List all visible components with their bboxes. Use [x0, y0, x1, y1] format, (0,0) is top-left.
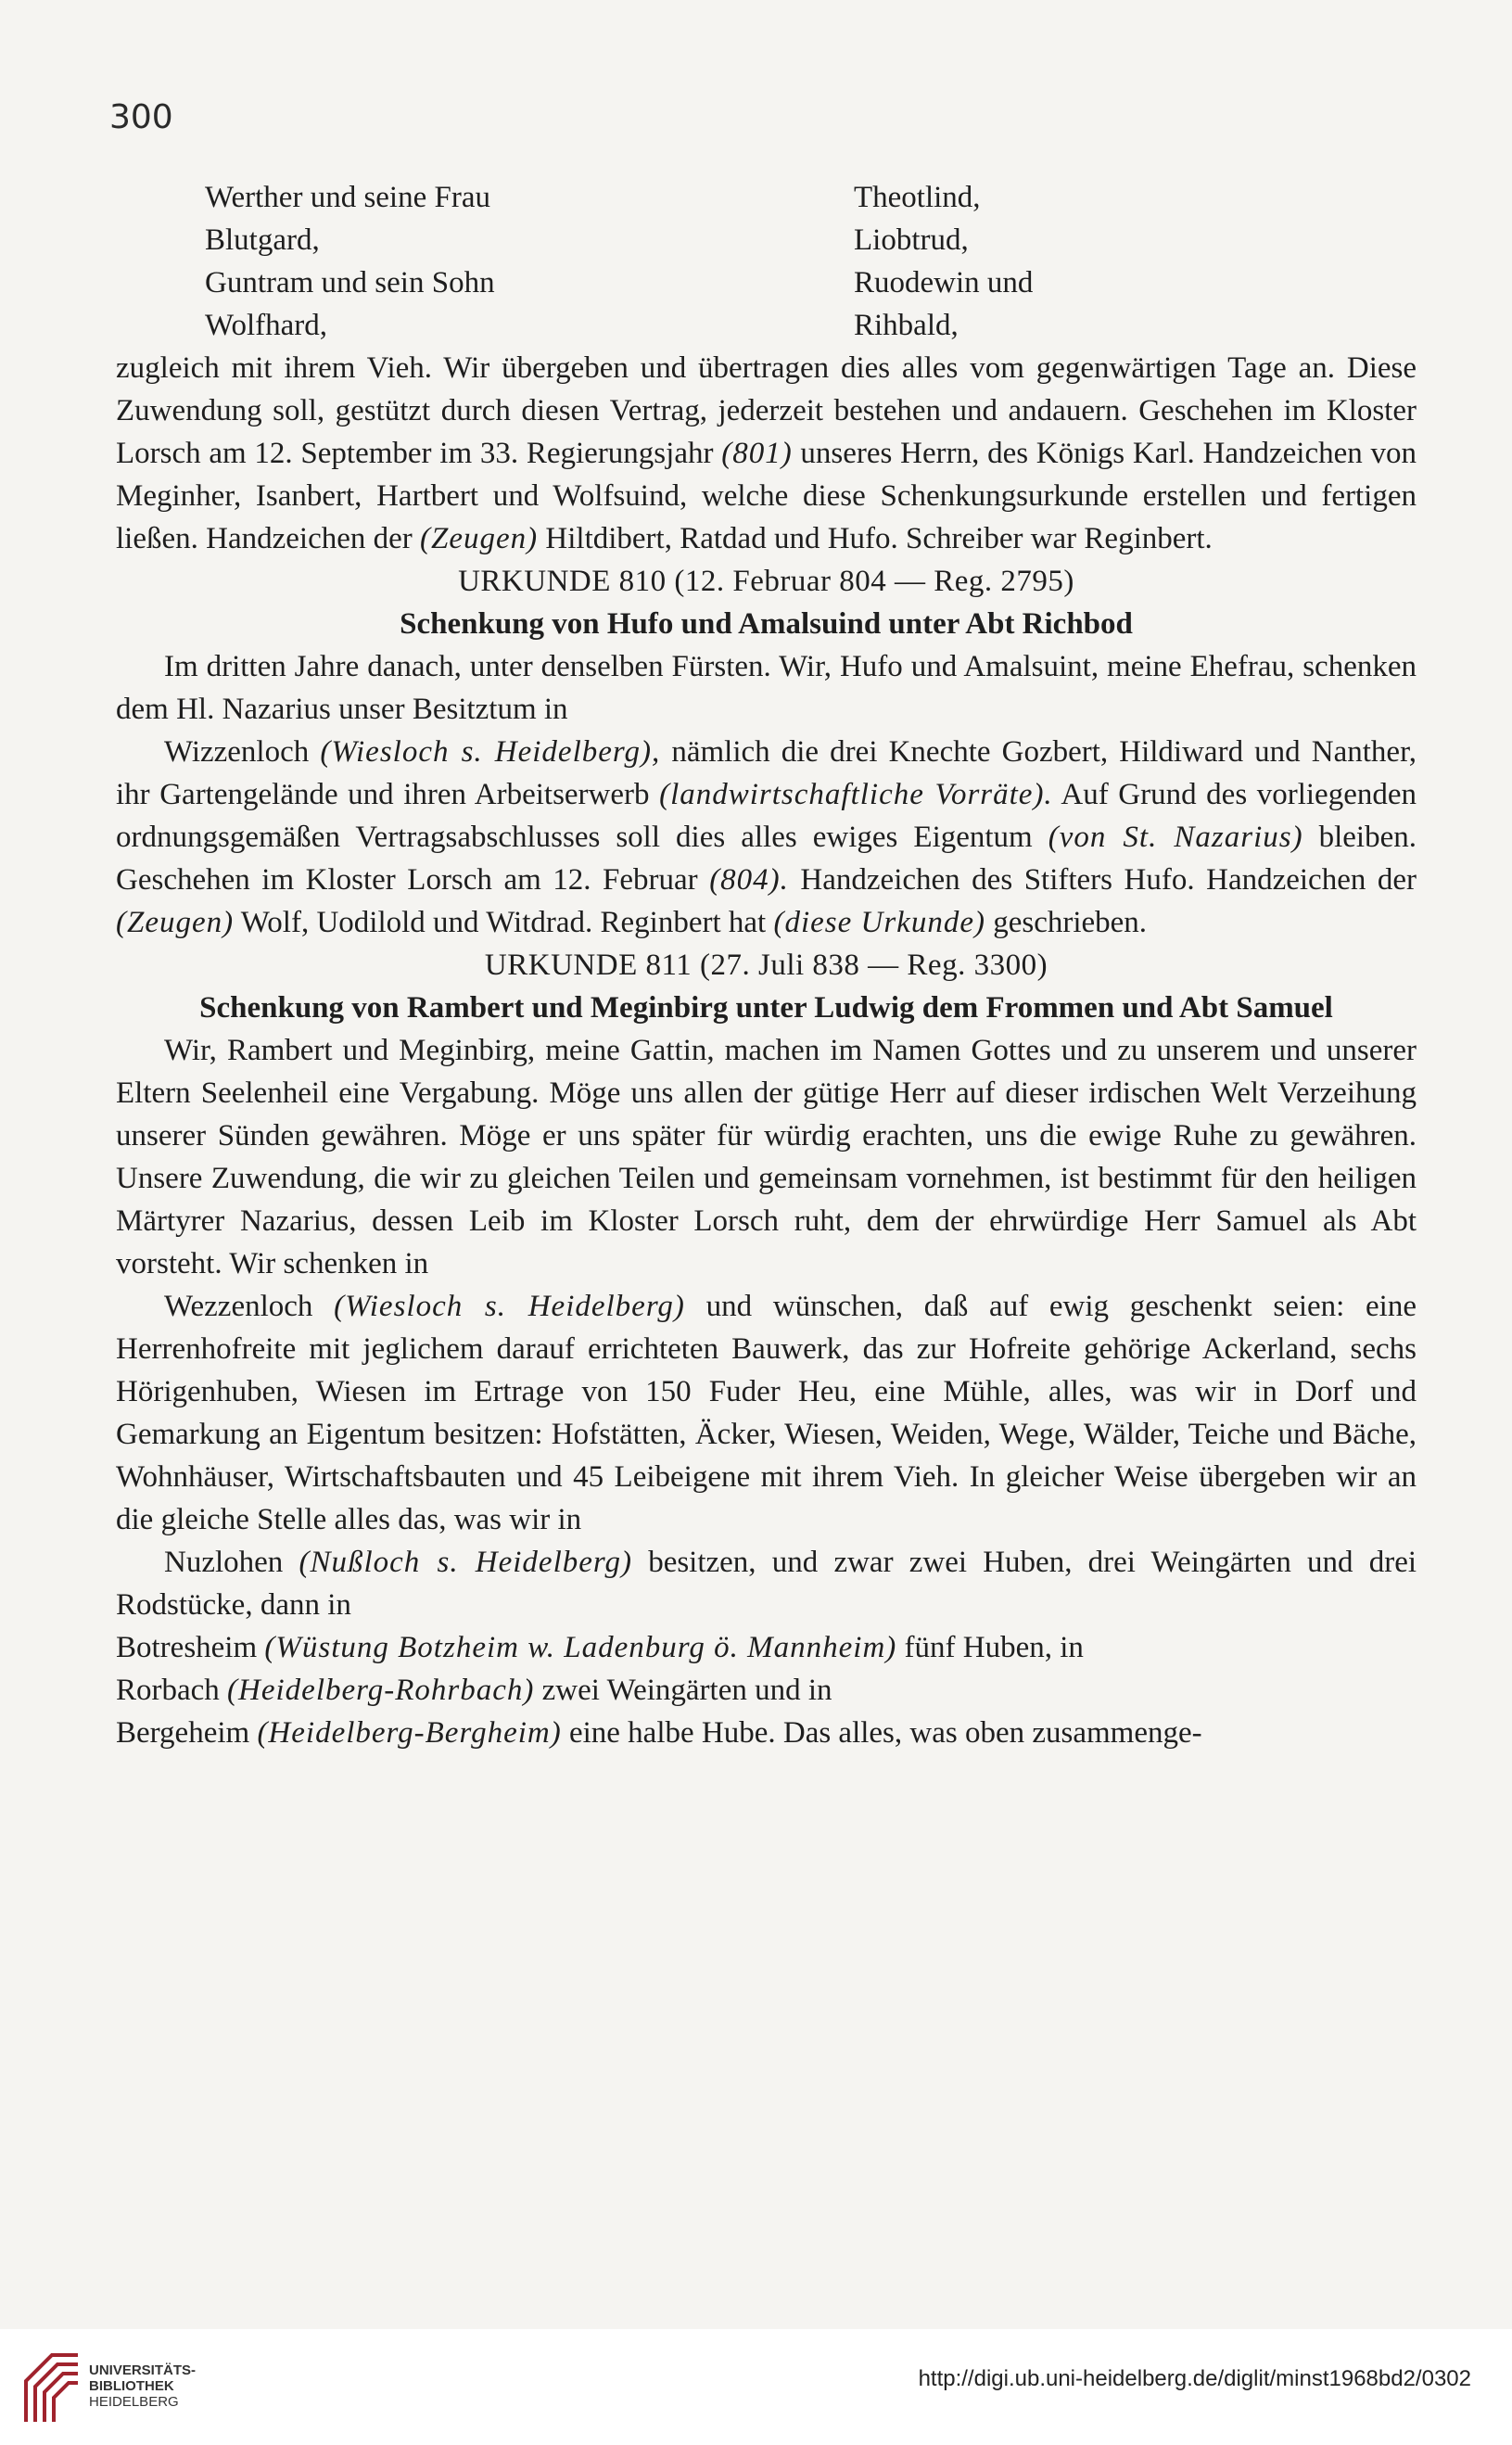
- place-bergeheim: Bergeheim (Heidelberg-Bergheim) eine halbe Hube. Das alles, was oben zusammenge-: [116, 1716, 1202, 1750]
- paragraph-811-intro: Wir, Rambert und Meginbirg, meine Gattin, machen im Namen Gottes und zu unserem und unserer Eltern Seelenheil eine Vergabung. Möge uns allen der gütige Herr auf dieser irdischen Welt Verzeihung unserer Sünden gewähren. Möge er uns später für würdig erachten, uns die ewige Ruhe zu gewähren. Unsere Zuwendung, die wir zu gleichen Teilen und gemeinsam vornehmen, ist bestimmt für den heiligen Märtyrer Nazarius, dessen Leib im Kloster Lorsch ruht, dem der ehrwürdige Herr Samuel als Abt vorsteht. Wir schenken in: [116, 1034, 1417, 1280]
- document-heading-811: URKUNDE 811 (27. Juli 838 — Reg. 3300): [484, 949, 1048, 982]
- paragraph-810-intro: Im dritten Jahre danach, unter denselben Fürsten. Wir, Hufo und Amalsuint, meine Ehefrau, schenken dem Hl. Nazarius unser Besitztum in: [116, 650, 1417, 726]
- place-rorbach: Rorbach (Heidelberg-Rohrbach) zwei Weingärten und in: [116, 1674, 832, 1707]
- witness-left-3: Guntram und sein Sohn: [205, 266, 495, 299]
- document-title-810: Schenkung von Hufo und Amalsuind unter Abt Richbod: [400, 607, 1133, 641]
- paragraph-810-body: Wizzenloch (Wiesloch s. Heidelberg), nämlich die drei Knechte Gozbert, Hildiward und Nanther, ihr Gartengelände und ihren Arbeitserwerb (landwirtschaftliche Vorräte). Auf Grund des vorliegenden ordnungsgemäßen Vertragsabschlusses soll dies alles ewiges Eigentum (von St. Nazarius) bleiben. Geschehen im Kloster Lorsch am 12. Februar (804). Handzeichen des Stifters Hufo. Handzeichen der (Zeugen) Wolf, Uodilold und Witdrad. Reginbert hat (diese Urkunde) geschrieben.: [116, 735, 1417, 939]
- library-name: UNIVERSITÄTS- BIBLIOTHEK HEIDELBERG: [89, 2362, 197, 2410]
- witness-right-2: Liobtrud,: [854, 223, 969, 257]
- page-url[interactable]: http://digi.ub.uni-heidelberg.de/diglit/minst1968bd2/0302: [918, 2366, 1471, 2391]
- place-botresheim: Botresheim (Wüstung Botzheim w. Ladenburg ö. Mannheim) fünf Huben, in: [116, 1631, 1084, 1664]
- library-logo-icon: [20, 2349, 83, 2426]
- paragraph-811-wezzenloch: Wezzenloch (Wiesloch s. Heidelberg) und wünschen, daß auf ewig geschenkt seien: eine Herrenhofreite mit jeglichem darauf errichteten Bauwerk, das zur Hofreite gehörige Ackerland, sechs Hörigenhuben, Wiesen im Ertrage von 150 Fuder Heu, eine Mühle, alles, was wir in Dorf und Gemarkung an Eigentum besitzen: Hofstätten, Äcker, Wiesen, Weiden, Wege, Wälder, Teiche und Bäche, Wohnhäuser, Wirtschaftsbauten und 45 Leibeigene mit ihrem Vieh. In gleicher Weise übergeben wir an die gleiche Stelle alles das, was wir in: [116, 1290, 1417, 1536]
- witness-right-1: Theotlind,: [854, 181, 981, 214]
- witness-left-2: Blutgard,: [205, 223, 320, 257]
- page-number: 300: [109, 98, 173, 136]
- paragraph-continuation: zugleich mit ihrem Vieh. Wir übergeben und übertragen dies alles vom gegenwärtigen Tage an. Diese Zuwendung soll, gestützt durch diesen Vertrag, jederzeit bestehen und andauern. Geschehen im Kloster Lorsch am 12. September im 33. Regierungsjahr (801) unseres Herrn, des Königs Karl. Handzeichen von Meginher, Isanbert, Hartbert und Wolfsuind, welche diese Schenkungsurkunde erstellen und fertigen ließen. Handzeichen der (Zeugen) Hiltdibert, Ratdad und Hufo. Schreiber war Reginbert.: [116, 351, 1417, 555]
- witness-left-4: Wolfhard,: [205, 309, 328, 342]
- witness-right-3: Ruodewin und: [854, 266, 1034, 299]
- witness-left-1: Werther und seine Frau: [205, 181, 490, 214]
- viewer-footer: [0, 2329, 1512, 2445]
- witness-right-4: Rihbald,: [854, 309, 959, 342]
- document-title-811: Schenkung von Rambert und Meginbirg unter Ludwig dem Frommen und Abt Samuel: [199, 991, 1333, 1025]
- page-body: [116, 176, 1417, 1754]
- witness-list: [205, 176, 1417, 347]
- document-heading-810: URKUNDE 810 (12. Februar 804 — Reg. 2795): [458, 565, 1074, 598]
- paragraph-811-nuzlohen: Nuzlohen (Nußloch s. Heidelberg) besitzen, und zwar zwei Huben, drei Weingärten und drei Rodstücke, dann in: [116, 1546, 1417, 1622]
